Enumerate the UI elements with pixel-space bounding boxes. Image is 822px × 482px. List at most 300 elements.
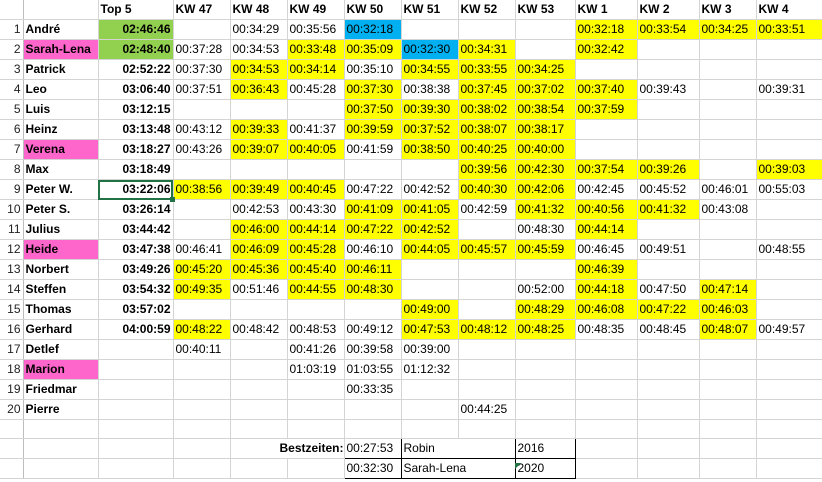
row-number[interactable]: 4 xyxy=(0,80,23,100)
week-time-cell[interactable]: 00:44:55 xyxy=(287,280,344,300)
week-time-cell[interactable] xyxy=(173,160,230,180)
week-time-cell[interactable] xyxy=(756,140,822,160)
week-time-cell[interactable]: 00:33:54 xyxy=(637,20,699,40)
empty-cell[interactable] xyxy=(23,420,98,439)
week-header[interactable]: KW 52 xyxy=(458,0,515,20)
week-time-cell[interactable]: 00:48:07 xyxy=(699,320,756,340)
week-time-cell[interactable]: 00:39:07 xyxy=(230,140,287,160)
top5-total-cell[interactable]: 04:00:59 xyxy=(98,320,173,340)
week-time-cell[interactable]: 00:40:11 xyxy=(173,340,230,360)
week-time-cell[interactable] xyxy=(287,300,344,320)
week-time-cell[interactable]: 00:45:59 xyxy=(515,240,575,260)
week-time-cell[interactable] xyxy=(699,40,756,60)
empty-cell[interactable] xyxy=(756,459,822,479)
week-time-cell[interactable]: 00:33:51 xyxy=(756,20,822,40)
week-time-cell[interactable] xyxy=(515,20,575,40)
week-time-cell[interactable] xyxy=(173,100,230,120)
row-number[interactable]: 17 xyxy=(0,340,23,360)
week-header[interactable]: KW 50 xyxy=(344,0,401,20)
runner-name-cell[interactable]: Thomas xyxy=(23,300,98,320)
week-time-cell[interactable]: 00:49:35 xyxy=(173,280,230,300)
week-time-cell[interactable] xyxy=(515,380,575,400)
week-time-cell[interactable]: 00:46:10 xyxy=(344,240,401,260)
week-time-cell[interactable] xyxy=(756,280,822,300)
empty-cell[interactable] xyxy=(575,459,637,479)
week-time-cell[interactable] xyxy=(756,400,822,420)
row-number[interactable]: 13 xyxy=(0,260,23,280)
week-time-cell[interactable]: 00:41:59 xyxy=(344,140,401,160)
week-time-cell[interactable]: 00:38:54 xyxy=(515,100,575,120)
week-time-cell[interactable] xyxy=(699,80,756,100)
row-number[interactable]: 6 xyxy=(0,120,23,140)
week-time-cell[interactable] xyxy=(699,260,756,280)
week-time-cell[interactable] xyxy=(756,60,822,80)
week-time-cell[interactable]: 00:38:38 xyxy=(401,80,458,100)
week-time-cell[interactable] xyxy=(401,400,458,420)
row-number[interactable]: 5 xyxy=(0,100,23,120)
name-column-header[interactable] xyxy=(23,0,98,20)
week-time-cell[interactable] xyxy=(515,40,575,60)
empty-cell[interactable] xyxy=(344,420,401,439)
top5-total-cell[interactable]: 03:12:15 xyxy=(98,100,173,120)
week-time-cell[interactable] xyxy=(230,380,287,400)
week-time-cell[interactable] xyxy=(637,140,699,160)
week-time-cell[interactable]: 00:48:53 xyxy=(287,320,344,340)
week-time-cell[interactable]: 00:39:58 xyxy=(344,340,401,360)
top5-total-cell[interactable] xyxy=(98,400,173,420)
week-time-cell[interactable] xyxy=(575,400,637,420)
empty-cell[interactable] xyxy=(575,439,637,459)
top5-total-cell[interactable]: 03:06:40 xyxy=(98,80,173,100)
best-time-value[interactable]: 00:27:53 xyxy=(344,439,401,459)
week-time-cell[interactable]: 00:32:42 xyxy=(575,40,637,60)
week-time-cell[interactable]: 00:35:09 xyxy=(344,40,401,60)
week-time-cell[interactable] xyxy=(756,220,822,240)
week-time-cell[interactable] xyxy=(230,160,287,180)
empty-cell[interactable] xyxy=(458,420,515,439)
week-time-cell[interactable] xyxy=(575,360,637,380)
row-number[interactable]: 15 xyxy=(0,300,23,320)
week-time-cell[interactable]: 00:43:12 xyxy=(173,120,230,140)
runner-name-cell[interactable]: Marion xyxy=(23,360,98,380)
top5-total-cell[interactable]: 03:57:02 xyxy=(98,300,173,320)
week-time-cell[interactable] xyxy=(699,120,756,140)
week-time-cell[interactable] xyxy=(515,400,575,420)
week-time-cell[interactable]: 00:37:51 xyxy=(173,80,230,100)
empty-cell[interactable] xyxy=(756,439,822,459)
top5-total-cell[interactable]: 03:54:32 xyxy=(98,280,173,300)
row-number[interactable]: 14 xyxy=(0,280,23,300)
week-time-cell[interactable]: 00:40:00 xyxy=(515,140,575,160)
empty-cell[interactable] xyxy=(699,439,756,459)
week-time-cell[interactable]: 00:42:53 xyxy=(230,200,287,220)
top5-total-cell[interactable]: 03:44:42 xyxy=(98,220,173,240)
week-time-cell[interactable]: 00:45:36 xyxy=(230,260,287,280)
week-time-cell[interactable]: 00:46:03 xyxy=(699,300,756,320)
week-time-cell[interactable] xyxy=(458,220,515,240)
week-time-cell[interactable] xyxy=(515,260,575,280)
week-time-cell[interactable]: 01:12:32 xyxy=(401,360,458,380)
row-number[interactable]: 3 xyxy=(0,60,23,80)
week-time-cell[interactable] xyxy=(699,220,756,240)
week-time-cell[interactable]: 00:46:01 xyxy=(699,180,756,200)
week-time-cell[interactable]: 00:34:25 xyxy=(515,60,575,80)
week-time-cell[interactable] xyxy=(756,340,822,360)
week-time-cell[interactable]: 00:46:39 xyxy=(575,260,637,280)
week-time-cell[interactable]: 00:34:14 xyxy=(287,60,344,80)
week-time-cell[interactable] xyxy=(230,360,287,380)
week-time-cell[interactable]: 01:03:55 xyxy=(344,360,401,380)
top5-total-cell[interactable]: 03:47:38 xyxy=(98,240,173,260)
week-time-cell[interactable] xyxy=(401,160,458,180)
week-time-cell[interactable] xyxy=(637,40,699,60)
week-time-cell[interactable]: 00:37:50 xyxy=(344,100,401,120)
week-time-cell[interactable] xyxy=(756,120,822,140)
week-time-cell[interactable]: 00:39:30 xyxy=(401,100,458,120)
week-time-cell[interactable]: 00:35:56 xyxy=(287,20,344,40)
week-time-cell[interactable]: 00:48:30 xyxy=(344,280,401,300)
week-time-cell[interactable] xyxy=(756,380,822,400)
week-time-cell[interactable]: 00:32:18 xyxy=(344,20,401,40)
week-time-cell[interactable]: 00:42:52 xyxy=(401,220,458,240)
week-time-cell[interactable]: 00:47:22 xyxy=(344,220,401,240)
week-time-cell[interactable]: 00:44:25 xyxy=(458,400,515,420)
week-time-cell[interactable]: 00:48:55 xyxy=(756,240,822,260)
week-time-cell[interactable]: 00:49:12 xyxy=(344,320,401,340)
week-time-cell[interactable]: 00:45:28 xyxy=(287,80,344,100)
week-time-cell[interactable]: 00:48:22 xyxy=(173,320,230,340)
week-time-cell[interactable]: 00:39:03 xyxy=(756,160,822,180)
empty-cell[interactable] xyxy=(515,420,575,439)
week-time-cell[interactable] xyxy=(699,60,756,80)
week-time-cell[interactable]: 00:52:00 xyxy=(515,280,575,300)
week-time-cell[interactable] xyxy=(173,360,230,380)
week-time-cell[interactable]: 00:37:54 xyxy=(575,160,637,180)
empty-cell[interactable] xyxy=(756,420,822,439)
week-time-cell[interactable] xyxy=(287,160,344,180)
week-time-cell[interactable]: 00:43:26 xyxy=(173,140,230,160)
week-time-cell[interactable]: 00:42:45 xyxy=(575,180,637,200)
week-time-cell[interactable] xyxy=(173,400,230,420)
best-time-year[interactable]: 2016 xyxy=(515,439,575,459)
week-time-cell[interactable] xyxy=(756,40,822,60)
week-time-cell[interactable]: 00:44:14 xyxy=(575,220,637,240)
top5-header[interactable]: Top 5 xyxy=(98,0,173,20)
week-time-cell[interactable]: 00:45:28 xyxy=(287,240,344,260)
runner-name-cell[interactable]: Detlef xyxy=(23,340,98,360)
week-time-cell[interactable]: 00:46:09 xyxy=(230,240,287,260)
week-time-cell[interactable]: 00:45:20 xyxy=(173,260,230,280)
week-time-cell[interactable]: 00:49:57 xyxy=(756,320,822,340)
week-time-cell[interactable] xyxy=(458,20,515,40)
week-time-cell[interactable]: 00:40:25 xyxy=(458,140,515,160)
week-time-cell[interactable] xyxy=(637,400,699,420)
week-time-cell[interactable]: 00:43:08 xyxy=(699,200,756,220)
week-time-cell[interactable]: 00:47:50 xyxy=(637,280,699,300)
top5-total-cell[interactable] xyxy=(98,380,173,400)
week-time-cell[interactable] xyxy=(699,160,756,180)
week-time-cell[interactable] xyxy=(344,300,401,320)
row-number[interactable]: 19 xyxy=(0,380,23,400)
week-time-cell[interactable]: 00:40:30 xyxy=(458,180,515,200)
week-time-cell[interactable] xyxy=(575,120,637,140)
runner-name-cell[interactable]: Peter S. xyxy=(23,200,98,220)
row-number[interactable]: 10 xyxy=(0,200,23,220)
week-header[interactable]: KW 49 xyxy=(287,0,344,20)
week-time-cell[interactable] xyxy=(699,380,756,400)
empty-cell[interactable] xyxy=(173,459,230,479)
week-time-cell[interactable] xyxy=(173,300,230,320)
week-time-cell[interactable]: 01:03:19 xyxy=(287,360,344,380)
empty-cell[interactable] xyxy=(98,420,173,439)
runner-name-cell[interactable]: Max xyxy=(23,160,98,180)
week-time-cell[interactable]: 00:39:43 xyxy=(637,80,699,100)
week-time-cell[interactable]: 00:45:52 xyxy=(637,180,699,200)
week-time-cell[interactable] xyxy=(287,100,344,120)
week-time-cell[interactable]: 00:39:00 xyxy=(401,340,458,360)
runner-name-cell[interactable]: Julius xyxy=(23,220,98,240)
week-time-cell[interactable]: 00:49:51 xyxy=(637,240,699,260)
week-time-cell[interactable] xyxy=(401,20,458,40)
top5-total-cell[interactable]: 03:18:27 xyxy=(98,140,173,160)
week-time-cell[interactable] xyxy=(458,380,515,400)
week-time-cell[interactable] xyxy=(344,160,401,180)
week-time-cell[interactable] xyxy=(637,120,699,140)
week-time-cell[interactable] xyxy=(575,340,637,360)
week-time-cell[interactable] xyxy=(637,100,699,120)
week-time-cell[interactable]: 00:46:00 xyxy=(230,220,287,240)
fill-handle[interactable] xyxy=(170,197,175,202)
runner-name-cell[interactable]: Sarah-Lena xyxy=(23,40,98,60)
week-time-cell[interactable]: 00:34:25 xyxy=(699,20,756,40)
week-time-cell[interactable]: 00:38:02 xyxy=(458,100,515,120)
empty-cell[interactable] xyxy=(699,459,756,479)
week-time-cell[interactable] xyxy=(458,260,515,280)
week-time-cell[interactable]: 00:37:59 xyxy=(575,100,637,120)
week-time-cell[interactable] xyxy=(699,360,756,380)
week-time-cell[interactable] xyxy=(637,340,699,360)
week-time-cell[interactable]: 00:40:05 xyxy=(287,140,344,160)
week-time-cell[interactable]: 00:41:26 xyxy=(287,340,344,360)
runner-name-cell[interactable]: Heide xyxy=(23,240,98,260)
week-time-cell[interactable] xyxy=(287,380,344,400)
week-time-cell[interactable]: 00:41:09 xyxy=(344,200,401,220)
top5-total-cell[interactable]: 02:52:22 xyxy=(98,60,173,80)
week-time-cell[interactable]: 00:35:10 xyxy=(344,60,401,80)
week-time-cell[interactable]: 00:44:18 xyxy=(575,280,637,300)
empty-cell[interactable] xyxy=(699,420,756,439)
week-time-cell[interactable] xyxy=(230,340,287,360)
top5-total-cell[interactable]: 02:46:46 xyxy=(98,20,173,40)
best-time-name[interactable]: Sarah-Lena xyxy=(401,459,515,479)
week-time-cell[interactable]: 00:39:49 xyxy=(230,180,287,200)
week-time-cell[interactable] xyxy=(401,380,458,400)
week-time-cell[interactable] xyxy=(756,100,822,120)
runner-name-cell[interactable]: Patrick xyxy=(23,60,98,80)
row-number[interactable]: 9 xyxy=(0,180,23,200)
week-time-cell[interactable]: 00:48:30 xyxy=(515,220,575,240)
week-time-cell[interactable]: 00:39:33 xyxy=(230,120,287,140)
week-time-cell[interactable]: 00:42:30 xyxy=(515,160,575,180)
row-number[interactable]: 18 xyxy=(0,360,23,380)
best-time-year[interactable]: 2020 xyxy=(515,459,575,479)
week-header[interactable]: KW 2 xyxy=(637,0,699,20)
row-number[interactable]: 11 xyxy=(0,220,23,240)
top5-total-cell[interactable]: 03:18:49 xyxy=(98,160,173,180)
week-time-cell[interactable] xyxy=(344,400,401,420)
empty-cell[interactable] xyxy=(287,459,344,479)
week-time-cell[interactable] xyxy=(173,20,230,40)
runner-name-cell[interactable]: André xyxy=(23,20,98,40)
empty-cell[interactable] xyxy=(230,420,287,439)
week-time-cell[interactable] xyxy=(173,200,230,220)
empty-cell[interactable] xyxy=(0,420,23,439)
week-time-cell[interactable]: 00:46:08 xyxy=(575,300,637,320)
week-time-cell[interactable] xyxy=(699,400,756,420)
week-time-cell[interactable]: 00:34:53 xyxy=(230,60,287,80)
week-header[interactable]: KW 1 xyxy=(575,0,637,20)
top5-total-cell[interactable]: 02:48:40 xyxy=(98,40,173,60)
week-time-cell[interactable]: 00:34:29 xyxy=(230,20,287,40)
week-time-cell[interactable]: 00:48:35 xyxy=(575,320,637,340)
week-time-cell[interactable]: 00:41:37 xyxy=(287,120,344,140)
week-time-cell[interactable]: 00:39:31 xyxy=(756,80,822,100)
week-time-cell[interactable]: 00:44:14 xyxy=(287,220,344,240)
week-time-cell[interactable] xyxy=(637,220,699,240)
week-time-cell[interactable]: 00:42:06 xyxy=(515,180,575,200)
runner-name-cell[interactable]: Gerhard xyxy=(23,320,98,340)
week-time-cell[interactable] xyxy=(575,60,637,80)
week-time-cell[interactable]: 00:32:30 xyxy=(401,40,458,60)
week-time-cell[interactable]: 00:47:53 xyxy=(401,320,458,340)
row-number[interactable]: 2 xyxy=(0,40,23,60)
week-time-cell[interactable] xyxy=(756,260,822,280)
week-time-cell[interactable] xyxy=(458,360,515,380)
week-time-cell[interactable] xyxy=(699,240,756,260)
empty-cell[interactable] xyxy=(287,420,344,439)
row-number[interactable]: 20 xyxy=(0,400,23,420)
week-time-cell[interactable]: 00:37:30 xyxy=(344,80,401,100)
empty-cell[interactable] xyxy=(23,439,98,459)
week-time-cell[interactable]: 00:46:45 xyxy=(575,240,637,260)
empty-cell[interactable] xyxy=(0,459,23,479)
week-time-cell[interactable] xyxy=(401,260,458,280)
week-time-cell[interactable] xyxy=(515,360,575,380)
row-number[interactable]: 16 xyxy=(0,320,23,340)
week-time-cell[interactable] xyxy=(173,220,230,240)
empty-cell[interactable] xyxy=(23,459,98,479)
runner-name-cell[interactable]: Norbert xyxy=(23,260,98,280)
empty-cell[interactable] xyxy=(401,420,458,439)
row-number-header[interactable] xyxy=(0,0,23,20)
week-time-cell[interactable]: 00:51:46 xyxy=(230,280,287,300)
week-time-cell[interactable]: 00:47:14 xyxy=(699,280,756,300)
empty-cell[interactable] xyxy=(575,420,637,439)
week-time-cell[interactable]: 00:40:45 xyxy=(287,180,344,200)
week-time-cell[interactable] xyxy=(287,400,344,420)
week-time-cell[interactable]: 00:43:30 xyxy=(287,200,344,220)
week-time-cell[interactable] xyxy=(756,300,822,320)
week-time-cell[interactable] xyxy=(699,100,756,120)
week-time-cell[interactable]: 00:45:40 xyxy=(287,260,344,280)
best-time-name[interactable]: Robin xyxy=(401,439,515,459)
week-time-cell[interactable] xyxy=(756,200,822,220)
week-header[interactable]: KW 53 xyxy=(515,0,575,20)
row-number[interactable]: 7 xyxy=(0,140,23,160)
week-time-cell[interactable] xyxy=(637,260,699,280)
week-time-cell[interactable] xyxy=(575,380,637,400)
week-time-cell[interactable]: 00:48:42 xyxy=(230,320,287,340)
week-time-cell[interactable]: 00:42:59 xyxy=(458,200,515,220)
week-time-cell[interactable]: 00:48:45 xyxy=(637,320,699,340)
week-time-cell[interactable] xyxy=(458,340,515,360)
row-number[interactable]: 1 xyxy=(0,20,23,40)
week-header[interactable]: KW 47 xyxy=(173,0,230,20)
runner-name-cell[interactable]: Peter W. xyxy=(23,180,98,200)
week-time-cell[interactable]: 00:55:03 xyxy=(756,180,822,200)
week-header[interactable]: KW 3 xyxy=(699,0,756,20)
empty-cell[interactable] xyxy=(637,420,699,439)
best-times-label[interactable]: Bestzeiten: xyxy=(230,439,344,459)
week-time-cell[interactable]: 00:48:12 xyxy=(458,320,515,340)
runner-name-cell[interactable]: Verena xyxy=(23,140,98,160)
week-time-cell[interactable] xyxy=(173,380,230,400)
week-time-cell[interactable]: 00:32:18 xyxy=(575,20,637,40)
week-time-cell[interactable]: 00:33:35 xyxy=(344,380,401,400)
week-time-cell[interactable]: 00:46:41 xyxy=(173,240,230,260)
week-time-cell[interactable]: 00:46:11 xyxy=(344,260,401,280)
row-number[interactable]: 12 xyxy=(0,240,23,260)
top5-total-cell[interactable] xyxy=(98,360,173,380)
empty-cell[interactable] xyxy=(98,439,173,459)
week-time-cell[interactable] xyxy=(230,100,287,120)
week-time-cell[interactable]: 00:38:17 xyxy=(515,120,575,140)
week-time-cell[interactable]: 00:38:50 xyxy=(401,140,458,160)
week-time-cell[interactable]: 00:37:30 xyxy=(173,60,230,80)
top5-total-cell[interactable] xyxy=(98,340,173,360)
week-time-cell[interactable]: 00:45:57 xyxy=(458,240,515,260)
top5-total-cell[interactable]: 03:49:26 xyxy=(98,260,173,280)
runner-name-cell[interactable]: Steffen xyxy=(23,280,98,300)
week-time-cell[interactable] xyxy=(230,300,287,320)
week-time-cell[interactable]: 00:38:56 xyxy=(173,180,230,200)
empty-cell[interactable] xyxy=(230,459,287,479)
runner-name-cell[interactable]: Pierre xyxy=(23,400,98,420)
week-time-cell[interactable]: 00:38:07 xyxy=(458,120,515,140)
empty-cell[interactable] xyxy=(637,439,699,459)
week-time-cell[interactable]: 00:34:53 xyxy=(230,40,287,60)
top5-total-cell[interactable]: 03:13:48 xyxy=(98,120,173,140)
week-header[interactable]: KW 4 xyxy=(756,0,822,20)
week-time-cell[interactable]: 00:41:32 xyxy=(515,200,575,220)
week-time-cell[interactable]: 00:39:59 xyxy=(344,120,401,140)
week-time-cell[interactable] xyxy=(401,280,458,300)
top5-total-cell[interactable]: 03:22:06 xyxy=(98,180,173,200)
runner-name-cell[interactable]: Luis xyxy=(23,100,98,120)
top5-total-cell[interactable]: 03:26:14 xyxy=(98,200,173,220)
week-time-cell[interactable] xyxy=(756,360,822,380)
week-time-cell[interactable]: 00:37:52 xyxy=(401,120,458,140)
runner-name-cell[interactable]: Leo xyxy=(23,80,98,100)
week-time-cell[interactable]: 00:41:32 xyxy=(637,200,699,220)
week-time-cell[interactable]: 00:44:05 xyxy=(401,240,458,260)
week-time-cell[interactable]: 00:37:40 xyxy=(575,80,637,100)
week-time-cell[interactable]: 00:33:48 xyxy=(287,40,344,60)
week-time-cell[interactable]: 00:39:56 xyxy=(458,160,515,180)
week-time-cell[interactable] xyxy=(637,380,699,400)
runner-name-cell[interactable]: Heinz xyxy=(23,120,98,140)
best-time-value[interactable]: 00:32:30 xyxy=(344,459,401,479)
